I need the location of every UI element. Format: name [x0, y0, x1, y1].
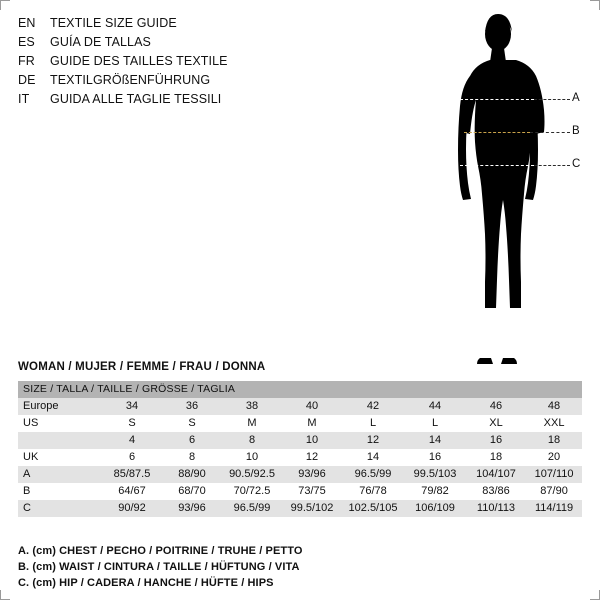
table-row — [18, 415, 582, 432]
cell-uk-1: 8 — [162, 449, 222, 466]
language-title-es: GUÍA DE TALLAS — [50, 35, 151, 49]
measure-label-b: B — [572, 125, 580, 137]
cell-uk-2: 10 — [222, 449, 282, 466]
cell-a-0: 85/87.5 — [102, 466, 162, 483]
measure-line-c-outer — [534, 165, 570, 166]
cell-b-1: 68/70 — [162, 483, 222, 500]
cell-usnum-3: 10 — [282, 432, 342, 449]
cell-c-5: 106/109 — [404, 500, 466, 517]
cell-us-0: S — [102, 415, 162, 432]
legend-row-b: B. (cm) WAIST / CINTURA / TAILLE / HÜFTUNG / VITA — [18, 561, 300, 573]
language-title-fr: GUIDE DES TAILLES TEXTILE — [50, 54, 228, 68]
table-row — [18, 466, 582, 483]
table-row — [18, 500, 582, 517]
cell-c-1: 93/96 — [162, 500, 222, 517]
measure-line-c-inner — [460, 165, 534, 166]
cell-c-3: 99.5/102 — [282, 500, 342, 517]
cell-us-3: M — [282, 415, 342, 432]
cell-usnum-6: 16 — [466, 432, 526, 449]
measure-line-a-inner — [460, 99, 534, 100]
language-row-it — [18, 90, 318, 109]
table-row — [18, 398, 582, 415]
cell-europe-4: 42 — [342, 398, 404, 415]
row-label-b: B — [18, 483, 102, 500]
language-title-list — [18, 14, 318, 109]
cell-us-1: S — [162, 415, 222, 432]
cell-a-7: 107/110 — [526, 466, 582, 483]
cell-us-4: L — [342, 415, 404, 432]
cell-us-5: L — [404, 415, 466, 432]
corner-mark-top-left — [0, 0, 10, 10]
cell-uk-5: 16 — [404, 449, 466, 466]
legend-row-c: C. (cm) HIP / CADERA / HANCHE / HÜFTE / HIPS — [18, 577, 274, 589]
cell-usnum-2: 8 — [222, 432, 282, 449]
language-code-es: ES — [18, 35, 35, 49]
language-title-de: TEXTILGRÖßENFÜHRUNG — [50, 73, 211, 87]
woman-section-caption: WOMAN / MUJER / FEMME / FRAU / DONNA — [18, 361, 266, 373]
legend-row-a: A. (cm) CHEST / PECHO / POITRINE / TRUHE / PETTO — [18, 545, 303, 557]
size-table — [18, 381, 582, 517]
cell-uk-7: 20 — [526, 449, 582, 466]
row-label-a: A — [18, 466, 102, 483]
table-row — [18, 449, 582, 466]
cell-us-7: XXL — [526, 415, 582, 432]
cell-b-5: 79/82 — [404, 483, 466, 500]
cell-b-0: 64/67 — [102, 483, 162, 500]
cell-c-4: 102.5/105 — [342, 500, 404, 517]
cell-a-6: 104/107 — [466, 466, 526, 483]
table-header-row — [18, 381, 582, 398]
silhouette-icon — [420, 10, 590, 370]
cell-a-1: 88/90 — [162, 466, 222, 483]
language-code-it: IT — [18, 92, 30, 106]
language-code-en: EN — [18, 16, 36, 30]
language-row-de — [18, 71, 318, 90]
cell-uk-0: 6 — [102, 449, 162, 466]
cell-c-2: 96.5/99 — [222, 500, 282, 517]
language-row-fr — [18, 52, 318, 71]
cell-b-6: 83/86 — [466, 483, 526, 500]
measure-line-b-outer — [530, 132, 570, 133]
row-label-europe: Europe — [18, 398, 102, 415]
language-title-en: TEXTILE SIZE GUIDE — [50, 16, 177, 30]
cell-a-2: 90.5/92.5 — [222, 466, 282, 483]
corner-mark-bottom-left — [0, 590, 10, 600]
cell-europe-1: 36 — [162, 398, 222, 415]
cell-europe-0: 34 — [102, 398, 162, 415]
cell-us-2: M — [222, 415, 282, 432]
cell-b-2: 70/72.5 — [222, 483, 282, 500]
cell-europe-7: 48 — [526, 398, 582, 415]
cell-a-3: 93/96 — [282, 466, 342, 483]
language-code-de: DE — [18, 73, 36, 87]
table-row — [18, 483, 582, 500]
cell-usnum-1: 6 — [162, 432, 222, 449]
language-title-it: GUIDA ALLE TAGLIE TESSILI — [50, 92, 222, 106]
row-label-uk: UK — [18, 449, 102, 466]
cell-usnum-0: 4 — [102, 432, 162, 449]
size-table-wrapper — [18, 381, 582, 517]
cell-europe-6: 46 — [466, 398, 526, 415]
table-row — [18, 432, 582, 449]
cell-b-7: 87/90 — [526, 483, 582, 500]
cell-europe-5: 44 — [404, 398, 466, 415]
cell-usnum-7: 18 — [526, 432, 582, 449]
cell-c-6: 110/113 — [466, 500, 526, 517]
cell-b-4: 76/78 — [342, 483, 404, 500]
table-header-label: SIZE / TALLA / TAILLE / GRÖSSE / TAGLIA — [18, 381, 582, 398]
cell-usnum-4: 12 — [342, 432, 404, 449]
row-label-us-numeric — [18, 432, 102, 449]
cell-usnum-5: 14 — [404, 432, 466, 449]
measure-label-a: A — [572, 92, 580, 104]
measure-label-c: C — [572, 158, 581, 170]
cell-europe-3: 40 — [282, 398, 342, 415]
language-code-fr: FR — [18, 54, 35, 68]
corner-mark-top-right — [590, 0, 600, 10]
row-label-c: C — [18, 500, 102, 517]
cell-a-4: 96.5/99 — [342, 466, 404, 483]
measure-line-a-outer — [534, 99, 570, 100]
corner-mark-bottom-right — [590, 590, 600, 600]
cell-a-5: 99.5/103 — [404, 466, 466, 483]
cell-c-7: 114/119 — [526, 500, 582, 517]
cell-uk-6: 18 — [466, 449, 526, 466]
cell-us-6: XL — [466, 415, 526, 432]
row-label-us: US — [18, 415, 102, 432]
measurement-legend — [18, 543, 518, 591]
cell-c-0: 90/92 — [102, 500, 162, 517]
cell-uk-3: 12 — [282, 449, 342, 466]
cell-b-3: 73/75 — [282, 483, 342, 500]
cell-europe-2: 38 — [222, 398, 282, 415]
language-row-en — [18, 14, 318, 33]
measure-line-b-inner — [464, 132, 530, 133]
cell-uk-4: 14 — [342, 449, 404, 466]
female-silhouette-figure — [420, 10, 590, 370]
language-row-es — [18, 33, 318, 52]
